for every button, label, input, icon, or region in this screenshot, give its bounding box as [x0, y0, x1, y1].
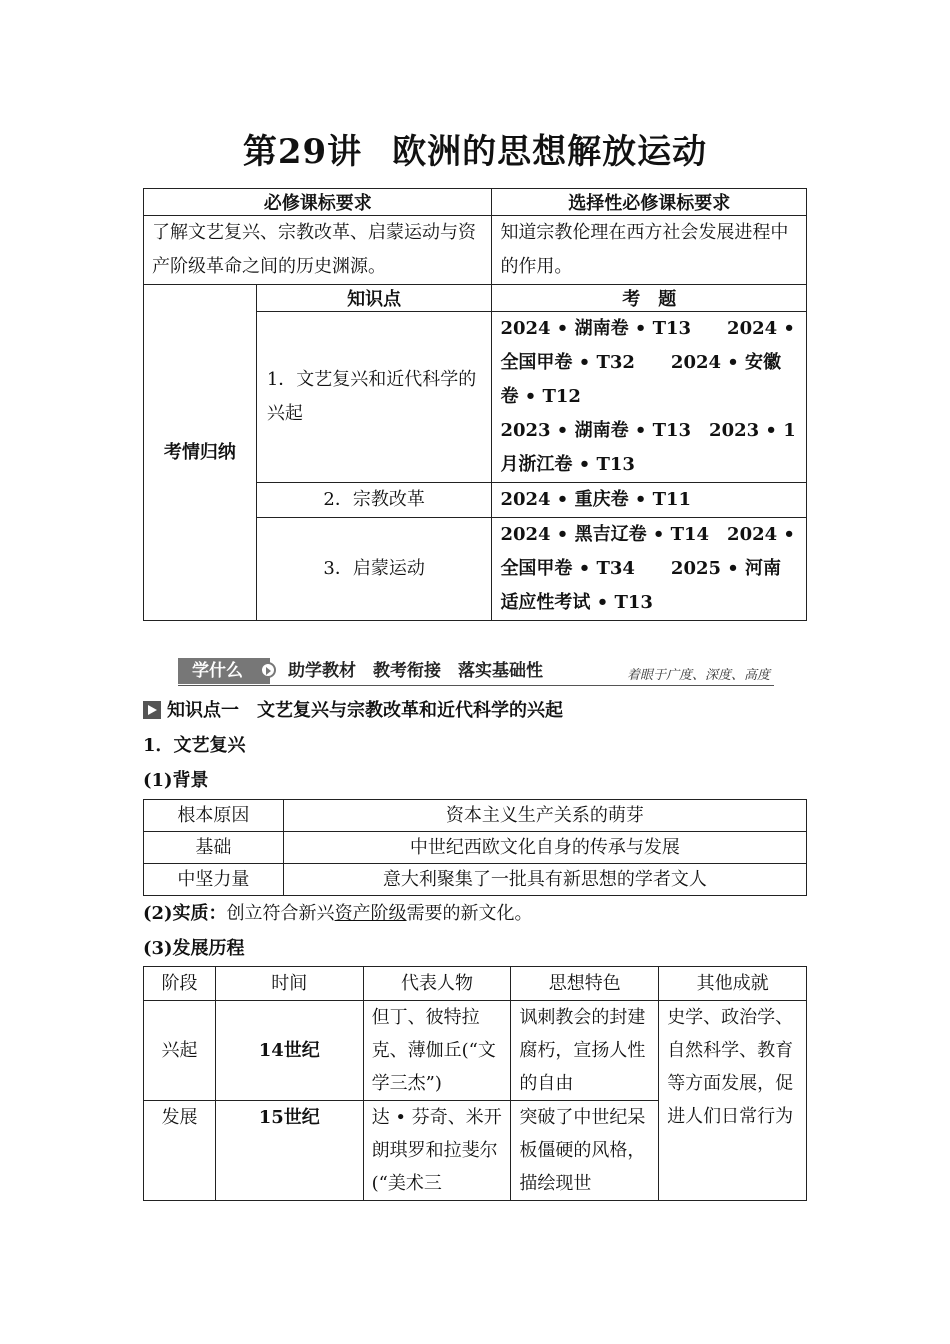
background-table	[143, 799, 807, 896]
bg-value: 中世纪西欧文化自身的传承与发展	[283, 832, 806, 864]
bg-label: 基础	[144, 832, 284, 864]
arrow-circle-icon	[260, 662, 276, 678]
section-banner	[178, 656, 774, 686]
people-cell: 达 • 芬奇、米开朗琪罗和拉斐尔(“美术三	[363, 1101, 511, 1201]
bg-value: 资本主义生产关系的萌芽	[283, 800, 806, 832]
page-title: 第29讲 欧洲的思想解放运动	[242, 132, 708, 172]
col-header: 时间	[215, 967, 363, 1001]
time-cell: 14世纪	[215, 1001, 363, 1101]
questions-cell: 2024 • 黑吉辽卷 • T14 2024 • 全国甲卷 • T34 2025 • 河南适应性考试 • T13	[492, 518, 807, 621]
questions-header: 考 题	[492, 285, 807, 312]
knowledge-point-heading: 知识点一 文艺复兴与宗教改革和近代科学的兴起	[143, 696, 563, 722]
ideas-cell: 讽刺教会的封建腐朽，宣扬人性的自由	[511, 1001, 659, 1101]
table-row	[144, 1001, 807, 1101]
elective-header: 选择性必修课标要求	[492, 189, 807, 216]
questions-cell: 2024 • 重庆卷 • T11	[492, 483, 807, 518]
col-header: 其他成就	[659, 967, 807, 1001]
bg-label: 中坚力量	[144, 864, 284, 896]
questions-cell: 2024 • 湖南卷 • T13 2024 • 全国甲卷 • T32 2024 • 安徽卷 • T12 2023 • 湖南卷 • T13 2023 • 1月浙江卷 • T13	[492, 312, 807, 483]
elective-text: 知道宗教伦理在西方社会发展进程中的作用。	[492, 216, 807, 285]
kp-cell: 3．启蒙运动	[256, 518, 492, 621]
table-row	[144, 832, 807, 864]
table-row	[144, 800, 807, 832]
required-header: 必修课标要求	[144, 189, 492, 216]
kp-cell: 2．宗教改革	[256, 483, 492, 518]
bg-label: 根本原因	[144, 800, 284, 832]
col-header: 思想特色	[511, 967, 659, 1001]
kp-cell: 1．文艺复兴和近代科学的兴起	[256, 312, 492, 483]
col-header: 代表人物	[363, 967, 511, 1001]
history-table	[143, 966, 807, 1201]
section-heading: 1．文艺复兴	[143, 735, 246, 756]
background-label: (1)背景	[143, 770, 209, 791]
play-icon	[143, 701, 161, 719]
col-header: 阶段	[144, 967, 216, 1001]
people-cell: 但丁、彼特拉克、薄伽丘(“文学三杰”)	[363, 1001, 511, 1101]
other-cell: 史学、政治学、自然科学、教育等方面发展，促进人们日常行为	[659, 1001, 807, 1201]
kp-header: 知识点	[256, 285, 492, 312]
required-text: 了解文艺复兴、宗教改革、启蒙运动与资产阶级革命之间的历史渊源。	[144, 216, 492, 285]
curriculum-table	[143, 188, 807, 621]
history-label: (3)发展历程	[143, 938, 245, 959]
banner-divider	[178, 685, 774, 686]
banner-tag: 学什么	[178, 658, 270, 684]
bg-value: 意大利聚集了一批具有新思想的学者文人	[283, 864, 806, 896]
stage-cell: 发展	[144, 1101, 216, 1201]
exam-summary-label: 考情归纳	[144, 285, 257, 621]
essence-line: (2)实质：创立符合新兴资产阶级需要的新文化。	[143, 903, 533, 924]
banner-subtitle: 着眼于广度、深度、高度	[626, 668, 770, 683]
time-cell: 15世纪	[215, 1101, 363, 1201]
ideas-cell: 突破了中世纪呆板僵硬的风格，描绘现世	[511, 1101, 659, 1201]
stage-cell: 兴起	[144, 1001, 216, 1101]
table-row	[144, 864, 807, 896]
banner-main: 助学教材 教考衔接 落实基础性	[288, 661, 543, 681]
